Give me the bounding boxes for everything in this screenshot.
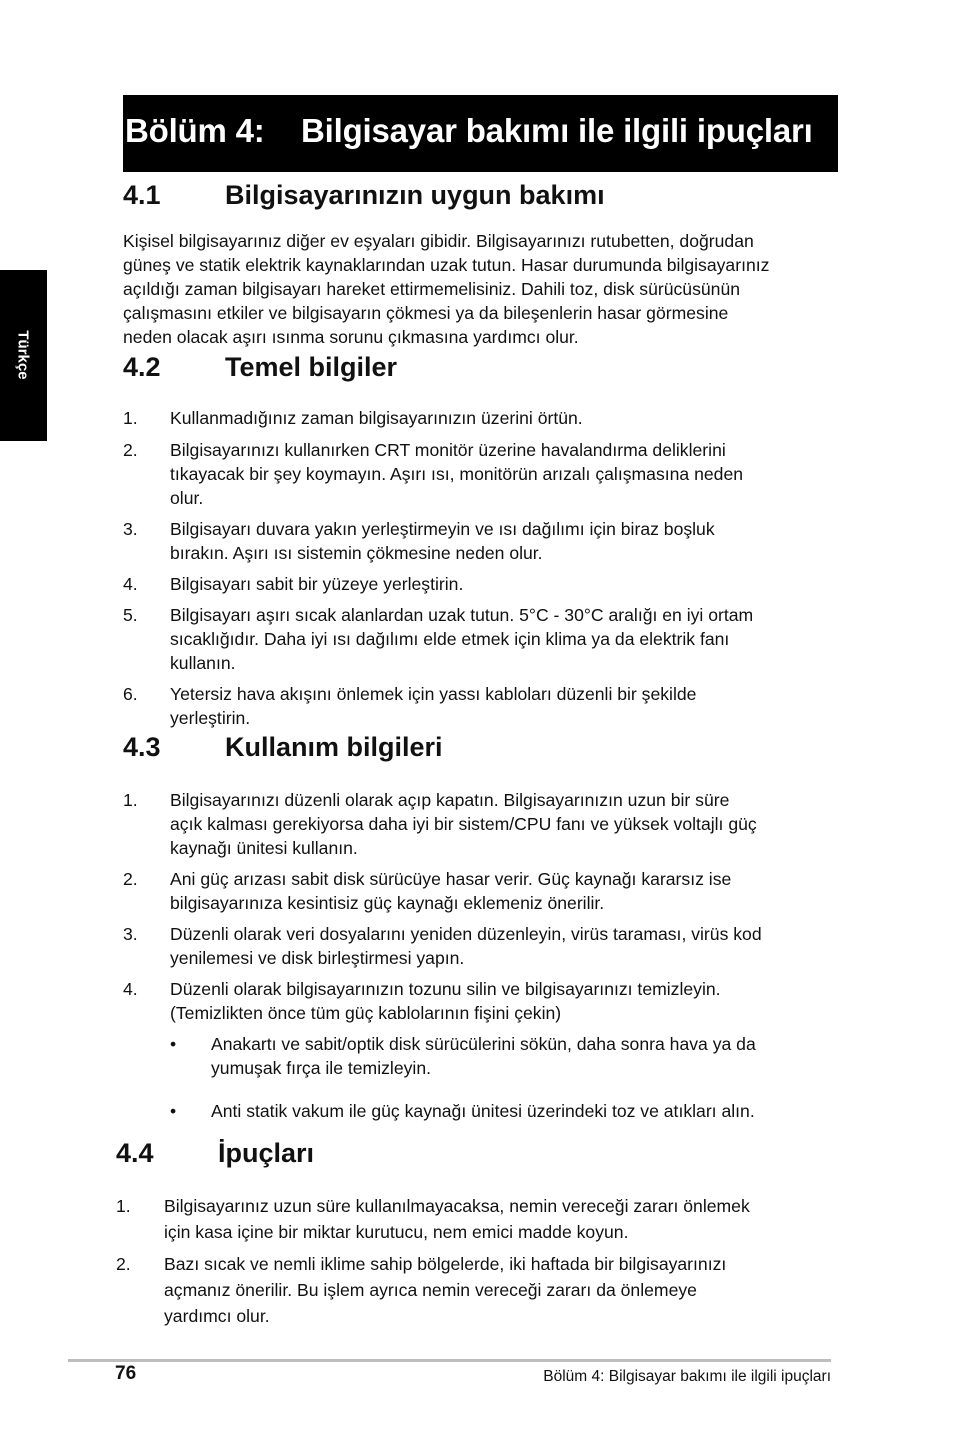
paragraph-line: neden olacak aşırı ısınma sorunu çıkmasına yardımcı olur.	[123, 327, 579, 347]
section-title: Kullanım bilgileri	[225, 732, 443, 762]
list-text	[170, 517, 715, 565]
section-number: 4.1	[123, 180, 161, 210]
list-text	[170, 867, 731, 915]
list-text	[170, 406, 583, 430]
section-heading-4-4	[116, 1138, 314, 1169]
section-heading-4-3	[123, 732, 443, 763]
bullet-mark: •	[170, 1101, 177, 1121]
footer-divider	[68, 1359, 831, 1362]
bullet-text	[211, 1099, 755, 1123]
list-number: 2.	[116, 1254, 131, 1274]
section-number: 4.2	[123, 352, 161, 382]
list-line: Bilgisayarınız uzun süre kullanılmayacaksa, nemin vereceği zararı önlemek	[164, 1196, 750, 1216]
section-heading-4-2	[123, 352, 397, 383]
paragraph-line: Kişisel bilgisayarınız diğer ev eşyaları gibidir. Bilgisayarınızı rutubetten, doğrudan	[123, 231, 754, 251]
list-line: Bilgisayarınızı kullanırken CRT monitör üzerine havalandırma deliklerini	[170, 440, 726, 460]
list-text	[170, 438, 743, 510]
list-line: Düzenli olarak veri dosyalarını yeniden düzenleyin, virüs taraması, virüs kod	[170, 924, 762, 944]
list-line: bırakın. Aşırı ısı sistemin çökmesine neden olur.	[170, 543, 543, 563]
list-line: Kullanmadığınız zaman bilgisayarınızın üzerini örtün.	[170, 408, 583, 428]
running-footer-title: Bölüm 4: Bilgisayar bakımı ile ilgili ipuçları	[543, 1368, 831, 1385]
list-line: Bilgisayarı aşırı sıcak alanlardan uzak tutun. 5°C - 30°C aralığı en iyi ortam	[170, 605, 754, 625]
paragraph-line: çalışmasını etkiler ve bilgisayarın çökmesi ya da bileşenlerin hasar görmesine	[123, 303, 729, 323]
page-number: 76	[115, 1363, 137, 1384]
list-line: açmanız önerilir. Bu işlem ayrıca nemin vereceği zararı da önlemeye	[164, 1280, 697, 1300]
list-line: kaynağı ünitesi kullanın.	[170, 838, 358, 858]
list-line: açık kalması gerekiyorsa daha iyi bir sistem/CPU fanı ve yüksek voltajlı güç	[170, 814, 757, 834]
list-number: 2.	[123, 869, 138, 889]
section-number: 4.4	[116, 1138, 154, 1168]
section-heading-4-1	[123, 180, 605, 211]
chapter-title	[125, 112, 813, 150]
list-text	[170, 977, 721, 1025]
list-number: 1.	[116, 1196, 131, 1216]
list-text	[170, 788, 757, 860]
list-number: 1.	[123, 790, 138, 810]
bullet-line: Anti statik vakum ile güç kaynağı ünitesi üzerindeki toz ve atıkları alın.	[211, 1101, 755, 1121]
chapter-title-text: Bilgisayar bakımı ile ilgili ipuçları	[301, 112, 813, 149]
chapter-number: Bölüm 4:	[125, 112, 265, 149]
list-line: Düzenli olarak bilgisayarınızın tozunu silin ve bilgisayarınızı temizleyin.	[170, 979, 721, 999]
list-line: (Temizlikten önce tüm güç kablolarının fişini çekin)	[170, 1003, 562, 1023]
list-line: Bilgisayarınızı düzenli olarak açıp kapatın. Bilgisayarınızın uzun bir süre	[170, 790, 730, 810]
list-line: olur.	[170, 488, 204, 508]
list-number: 4.	[123, 574, 138, 594]
list-number: 4.	[123, 979, 138, 999]
list-number: 3.	[123, 519, 138, 539]
language-tab-label: Türkçe	[14, 330, 32, 380]
list-number: 1.	[123, 408, 138, 428]
bullet-mark: •	[170, 1034, 177, 1054]
list-text	[164, 1193, 750, 1245]
list-number: 3.	[123, 924, 138, 944]
list-line: tıkayacak bir şey koymayın. Aşırı ısı, monitörün arızalı çalışmasına neden	[170, 464, 744, 484]
list-line: sıcaklığıdır. Daha iyi ısı dağılımı elde etmek için klima ya da elektrik fanı	[170, 629, 730, 649]
list-line: kullanın.	[170, 653, 236, 673]
list-text	[170, 922, 762, 970]
list-line: için kasa içine bir miktar kurutucu, nem emici madde koyun.	[164, 1222, 629, 1242]
list-number: 2.	[123, 440, 138, 460]
list-text	[170, 682, 696, 730]
section-4-1-paragraph	[123, 229, 848, 349]
bullet-line: Anakartı ve sabit/optik disk sürücülerini sökün, daha sonra hava ya da	[211, 1034, 756, 1054]
list-text	[164, 1251, 726, 1329]
paragraph-line: güneş ve statik elektrik kaynaklarından uzak tutun. Hasar durumunda bilgisayarınız	[123, 255, 770, 275]
list-text	[170, 603, 753, 675]
list-line: Ani güç arızası sabit disk sürücüye hasar verir. Güç kaynağı kararsız ise	[170, 869, 732, 889]
list-line: Yetersiz hava akışını önlemek için yassı kabloları düzenli bir şekilde	[170, 684, 697, 704]
bullet-text	[211, 1032, 756, 1080]
list-line: Bazı sıcak ve nemli iklime sahip bölgelerde, iki haftada bir bilgisayarınızı	[164, 1254, 727, 1274]
paragraph-line: açıldığı zaman bilgisayarı hareket ettirmemelisiniz. Dahili toz, disk sürücüsünün	[123, 279, 741, 299]
list-line: Bilgisayarı sabit bir yüzeye yerleştirin.	[170, 574, 464, 594]
section-title: Temel bilgiler	[225, 352, 398, 382]
list-line: yerleştirin.	[170, 708, 251, 728]
list-number: 6.	[123, 684, 138, 704]
list-number: 5.	[123, 605, 138, 625]
chapter-heading-bar	[123, 95, 838, 172]
section-number: 4.3	[123, 732, 161, 762]
section-title: Bilgisayarınızın uygun bakımı	[225, 180, 605, 210]
list-line: bilgisayarınıza kesintisiz güç kaynağı eklemeniz önerilir.	[170, 893, 605, 913]
section-title: İpuçları	[218, 1138, 315, 1168]
list-text	[170, 572, 463, 596]
bullet-line: yumuşak fırça ile temizleyin.	[211, 1058, 431, 1078]
list-line: yardımcı olur.	[164, 1306, 270, 1326]
list-line: yenilemesi ve disk birleştirmesi yapın.	[170, 948, 465, 968]
list-line: Bilgisayarı duvara yakın yerleştirmeyin ve ısı dağılımı için biraz boşluk	[170, 519, 715, 539]
